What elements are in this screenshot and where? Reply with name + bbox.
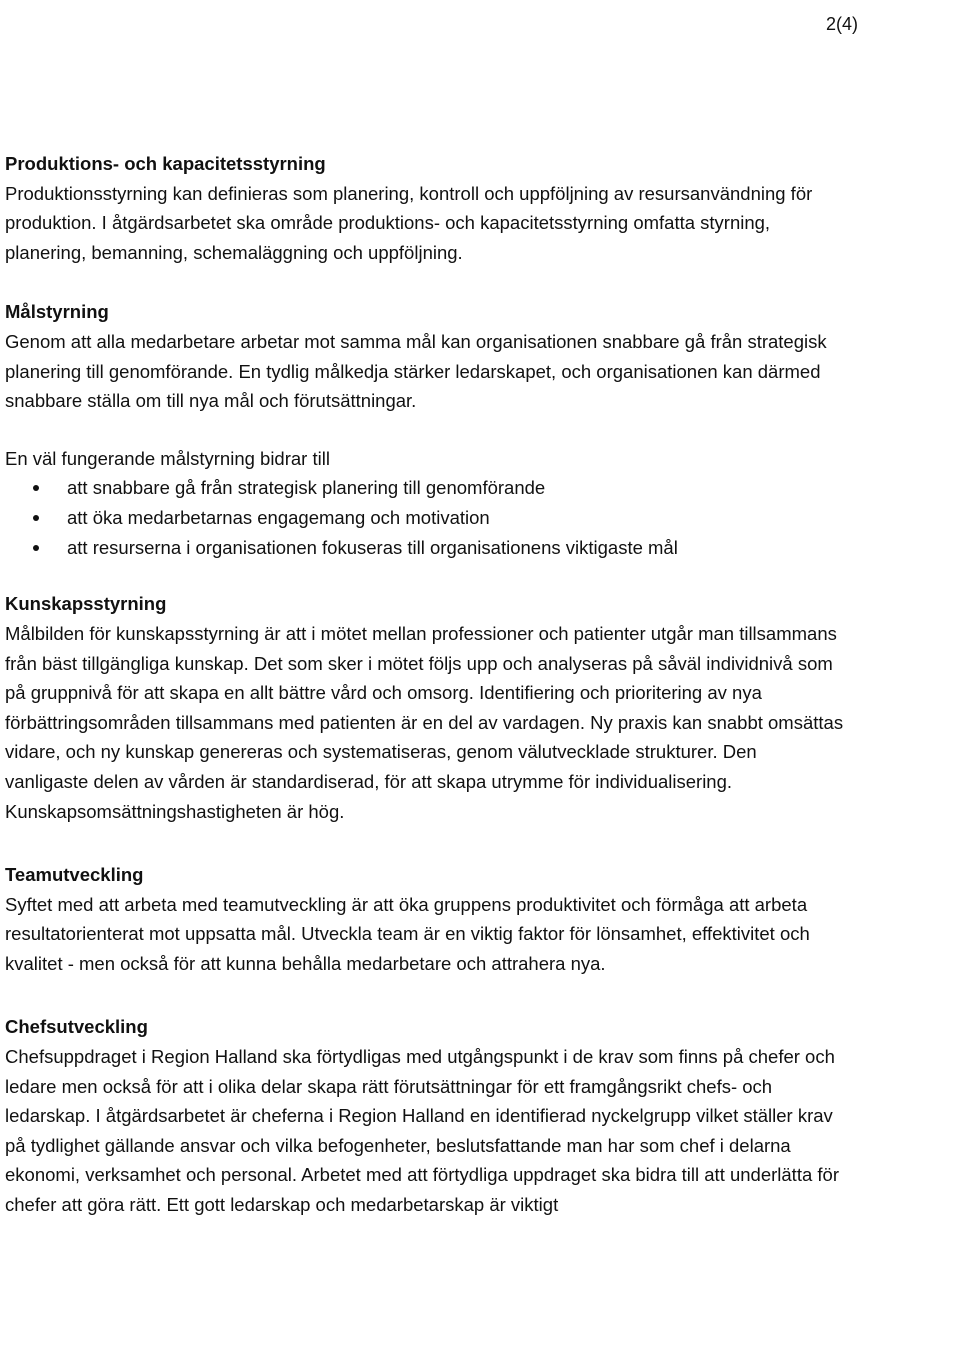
section-teamutveckling <box>5 860 845 978</box>
section-heading: Målstyrning <box>5 301 109 323</box>
document-body <box>5 149 845 1220</box>
section-paragraph: Chefsuppdraget i Region Halland ska förtydligas med utgångspunkt i de krav som finns på chefer och ledare men också för att i olika delar skapa rätt förutsättningar för ett framgångsrikt chefs- och ledarskap. I åtgärdsarbetet är cheferna i Region Halland en identifierad nyckelgrupp vilket ställer krav på tydlighet gällande ansvar och vilka befogenheter, beslutsfattande man har som chef i delarna ekonomi, verksamhet och personal. Arbetet med att förtydliga uppdraget ska bidra till att underlätta för chefer att göra rätt. Ett gott ledarskap och medarbetarskap är viktigt <box>5 1046 839 1216</box>
bullet-icon <box>33 515 39 521</box>
section-heading: Kunskapsstyrning <box>5 593 167 615</box>
page-number: 2(4) <box>826 14 859 34</box>
section-kunskapsstyrning <box>5 589 845 826</box>
section-paragraph: Produktionsstyrning kan definieras som planering, kontroll och uppföljning av resursanvändning för produktion. I åtgärdsarbetet ska område produktions- och kapacitetsstyrning omfatta styrning, planering, bemanning, schemaläggning och uppföljning. <box>5 182 813 263</box>
bullet-list <box>5 473 845 563</box>
section-heading: Chefsutveckling <box>5 1016 148 1038</box>
list-item <box>5 503 845 533</box>
section-paragraph: Genom att alla medarbetare arbetar mot samma mål kan organisationen snabbare gå från strategisk planering till genomförande. En tydlig målkedja stärker ledarskapet, och organisationen kan därmed snabbare ställa om till nya mål och förutsättningar. <box>5 330 827 412</box>
section-malstyrning <box>5 297 845 563</box>
section-heading: Teamutveckling <box>5 864 144 886</box>
list-item-text: att öka medarbetarnas engagemang och motivation <box>67 507 490 529</box>
list-item-text: att resurserna i organisationen fokuseras till organisationens viktigaste mål <box>67 537 678 559</box>
list-item <box>5 533 845 563</box>
list-item <box>5 473 845 503</box>
section-produktion <box>5 149 845 267</box>
bullet-icon <box>33 485 39 491</box>
section-chefsutveckling <box>5 1012 845 1219</box>
section-paragraph: Målbilden för kunskapsstyrning är att i mötet mellan professioner och patienter utgår man tillsammans från bäst tillgängliga kunskap. Det som sker i mötet följs upp och analyseras på såväl individnivå som på gruppnivå för att skapa en allt bättre vård och omsorg. Identifiering och prioritering av nya förbättringsområden tillsammans med patienten är en del av vardagen. Ny praxis kan snabbt omsättas vidare, och ny kunskap genereras och systematiseras, genom välutvecklade strukturer. Den vanligaste delen av vården är standardiserad, för att skapa utrymme för individualisering. Kunskapsomsättningshastigheten är hög. <box>5 622 844 822</box>
list-intro: En väl fungerande målstyrning bidrar till <box>5 447 330 469</box>
list-item-text: att snabbare gå från strategisk planering till genomförande <box>67 477 546 499</box>
section-paragraph: Syftet med att arbeta med teamutveckling är att öka gruppens produktivitet och förmåga att arbeta resultatorienterat mot uppsatta mål. Utveckla team är en viktig faktor för lönsamhet, effektivitet och kvalitet - men också för att kunna behålla medarbetare och attrahera nya. <box>5 893 810 974</box>
bullet-icon <box>33 545 39 551</box>
section-heading: Produktions- och kapacitetsstyrning <box>5 153 326 174</box>
